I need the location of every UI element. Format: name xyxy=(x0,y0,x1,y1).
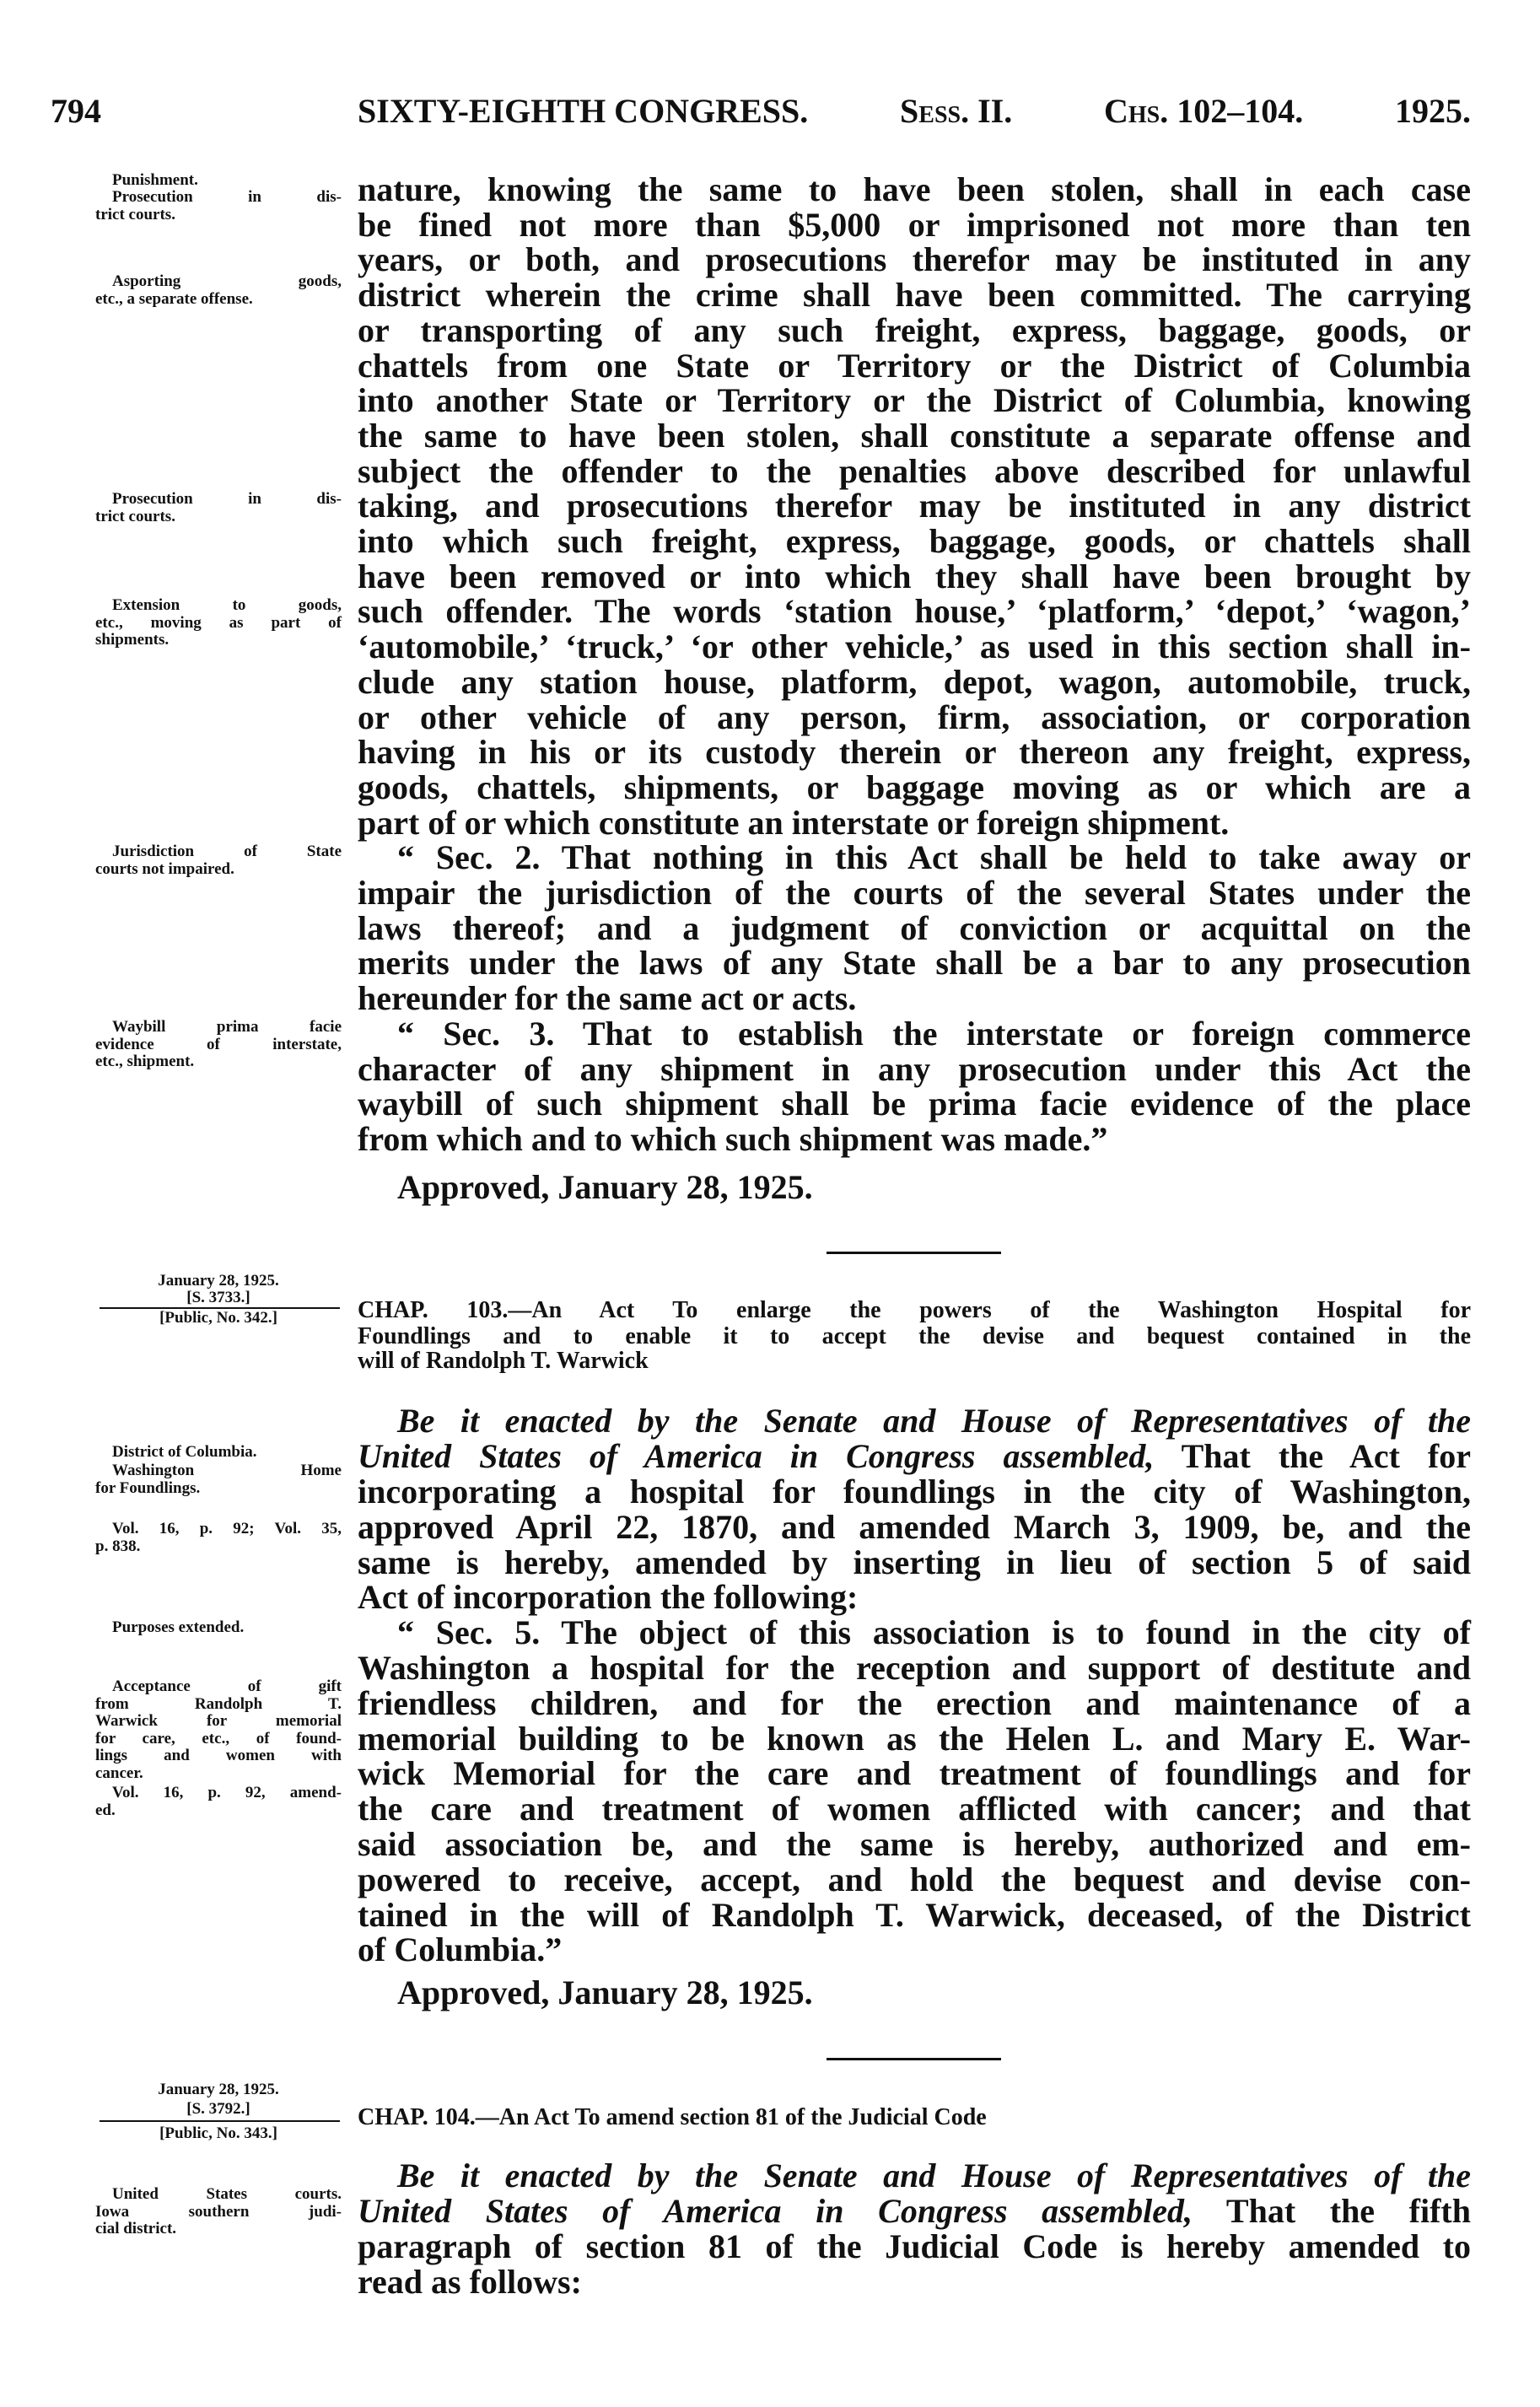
margin-note-line: etc., a separate offense. xyxy=(95,289,253,308)
chap104-public-law: [Public, No. 343.] xyxy=(159,2124,277,2142)
chap103-heading xyxy=(358,1298,1471,1323)
margin-note-line: for care, etc., of found- xyxy=(95,1729,342,1747)
divider xyxy=(827,2058,1001,2060)
margin-note-line: Prosecution in dis- xyxy=(112,188,342,206)
text-line: such offender. The words ‘station house,’ ‘platform,’ ‘depot,’ ‘wagon,’ xyxy=(358,592,1471,631)
text-line: wick Memorial for the care and treatment of foundlings and for xyxy=(358,1754,1471,1793)
enacting-italic: Be it enacted by the Senate and House of Representatives of the xyxy=(397,2157,1471,2194)
margin-note-line: courts not impaired. xyxy=(95,859,234,878)
enacting-italic: Be it enacted by the Senate and House of Representatives of the xyxy=(397,1402,1471,1440)
text-line: district wherein the crime shall have been committed. The carrying xyxy=(358,276,1471,315)
enacting-clause xyxy=(397,2158,1471,2194)
margin-note-line: Warwick for memorial xyxy=(95,1712,342,1730)
text-line: or transporting of any such freight, express, baggage, goods, or xyxy=(358,310,1471,349)
text-line: chattels from one State or Territory or the District of Columbia xyxy=(358,346,1471,385)
text-line: hereunder for the same act or acts. xyxy=(358,979,857,1018)
margin-note-line: cial district. xyxy=(95,2220,177,2237)
text-line: into another State or Territory or the District of Columbia, knowing xyxy=(358,381,1471,420)
text-line: from which and to which such shipment was made.” xyxy=(358,1119,1108,1158)
text-line: subject the offender to the penalties above described for unlawful xyxy=(358,451,1471,490)
text-line: said association be, and the same is hereby, authorized and em- xyxy=(358,1825,1471,1863)
text-line: character of any shipment in any prosecution under this Act the xyxy=(358,1049,1471,1088)
margin-note-line: etc., shipment. xyxy=(95,1053,195,1070)
text-line: “ Sec. 5. The object of this association is to found in the city of xyxy=(397,1613,1471,1652)
chap103-date: January 28, 1925. xyxy=(158,1272,279,1290)
page-number: 794 xyxy=(51,92,101,130)
text-line: part of or which constitute an interstate or foreign shipment. xyxy=(358,803,1230,842)
running-head xyxy=(358,91,1471,131)
margin-note-line: p. 838. xyxy=(95,1537,141,1555)
margin-note-line: Prosecution in dis- xyxy=(112,490,342,508)
margin-note-line: Asporting goods, xyxy=(112,272,342,290)
margin-note-line: cancer. xyxy=(95,1764,143,1782)
text-line: waybill of such shipment shall be prima facie evidence of the place xyxy=(358,1085,1471,1123)
congress: SIXTY-EIGHTH CONGRESS. xyxy=(358,92,809,130)
enacting-clause xyxy=(358,1439,1471,1474)
text-line: impair the jurisdiction of the courts of the several States under the xyxy=(358,874,1471,912)
chap103-label: CHAP. 103. xyxy=(358,1297,509,1323)
margin-note-line: United States courts. xyxy=(112,2185,342,2203)
chap104-bill: [S. 3792.] xyxy=(186,2100,250,2118)
margin-note-line: lings and women with xyxy=(95,1747,342,1764)
text-line: same is hereby, amended by inserting in lieu of section 5 of said xyxy=(358,1543,1471,1581)
approved-date: Approved, January 28, 1925. xyxy=(397,1974,813,2011)
margin-note-line: Acceptance of gift xyxy=(112,1677,342,1695)
chap104-label: CHAP. 104. xyxy=(358,2104,476,2130)
text-line: paragraph of section 81 of the Judicial Code is hereby amended to xyxy=(358,2227,1471,2265)
text-line: have been removed or into which they shall have been brought by xyxy=(358,557,1471,595)
text-line: read as follows: xyxy=(358,2262,582,2301)
margin-note-line: Vol. 16, p. 92, amend- xyxy=(112,1784,342,1801)
heading-line: Foundlings and to enable it to accept the devise and bequest contained in the xyxy=(358,1323,1471,1349)
divider xyxy=(827,1252,1001,1254)
text-line: tained in the will of Randolph T. Warwick, deceased, of the District xyxy=(358,1895,1471,1934)
enacting-italic: United States of America in Congress assembled, xyxy=(358,2192,1193,2230)
margin-note-line: etc., moving as part of xyxy=(95,613,342,632)
margin-note-line: Vol. 16, p. 92; Vol. 35, xyxy=(112,1520,342,1537)
margin-note-line: ed. xyxy=(95,1801,116,1819)
text-line: laws thereof; and a judgment of conviction or acquittal on the xyxy=(358,908,1471,947)
margin-note-line: Extension to goods, xyxy=(112,596,342,614)
enacting-clause xyxy=(397,1403,1471,1439)
text-line: powered to receive, accept, and hold the bequest and devise con- xyxy=(358,1860,1471,1898)
enacting-rest: That the fifth xyxy=(1193,2192,1471,2230)
text-line: “ Sec. 3. That to establish the interstate or foreign commerce xyxy=(397,1014,1471,1053)
heading-line: will of Randolph T. Warwick xyxy=(358,1348,649,1374)
text-line: clude any station house, platform, depot, wagon, automobile, truck, xyxy=(358,662,1471,701)
margin-note-line: Washington Home xyxy=(112,1462,342,1479)
text-line: incorporating a hospital for foundlings in the city of Washington, xyxy=(358,1473,1471,1510)
enacting-italic: United States of America in Congress assembled, xyxy=(358,1437,1155,1475)
text-line: be fined not more than $5,000 or imprisoned not more than ten xyxy=(358,205,1471,244)
margin-note-line: Purposes extended. xyxy=(112,1618,245,1636)
chap103-public-law: [Public, No. 342.] xyxy=(159,1309,277,1327)
text-line: Washington a hospital for the reception and support of destitute and xyxy=(358,1649,1471,1687)
session: Sess. II. xyxy=(900,92,1013,130)
divider xyxy=(100,2120,340,2122)
text-line: or other vehicle of any person, firm, association, or corporation xyxy=(358,697,1471,736)
text-line: the same to have been stolen, shall constitute a separate offense and xyxy=(358,416,1471,455)
margin-note-line: from Randolph T. xyxy=(95,1694,342,1713)
margin-note-line: evidence of interstate, xyxy=(95,1035,342,1053)
margin-note-line: Jurisdiction of State xyxy=(112,843,342,860)
margin-note-line: Punishment. xyxy=(112,171,198,189)
margin-note-line: for Foundlings. xyxy=(95,1478,201,1497)
text-line: of Columbia.” xyxy=(358,1930,563,1969)
chap103-bill: [S. 3733.] xyxy=(186,1289,250,1306)
margin-note-line: trict courts. xyxy=(95,507,175,525)
text-line: years, or both, and prosecutions therefor may be instituted in any xyxy=(358,240,1471,279)
text-line: ‘automobile,’ ‘truck,’ ‘or other vehicle,’ as used in this section shall in- xyxy=(358,627,1471,666)
year: 1925. xyxy=(1395,92,1471,130)
enacting-rest: That the Act for xyxy=(1154,1437,1471,1475)
text-line: taking, and prosecutions therefor may be instituted in any district xyxy=(358,487,1471,525)
chap104-date: January 28, 1925. xyxy=(158,2081,279,2098)
margin-note-line: Iowa southern judi- xyxy=(95,2202,342,2221)
margin-note-line: shipments. xyxy=(95,631,170,649)
text-line: Act of incorporation the following: xyxy=(358,1578,859,1617)
text-line: friendless children, and for the erection and maintenance of a xyxy=(358,1683,1471,1722)
heading-line: —An Act To enlarge the powers of the Washington Hospital for xyxy=(508,1297,1471,1323)
text-line: “ Sec. 2. That nothing in this Act shall be held to take away or xyxy=(397,838,1471,877)
margin-note-line: Waybill prima facie xyxy=(112,1018,342,1036)
text-line: merits under the laws of any State shall be a bar to any prosecution xyxy=(358,944,1471,983)
text-line: having in his or its custody therein or thereon any freight, express, xyxy=(358,733,1471,772)
chapters: Chs. 102–104. xyxy=(1103,92,1304,130)
text-line: nature, knowing the same to have been stolen, shall in each case xyxy=(358,170,1471,208)
text-line: goods, chattels, shipments, or baggage moving as or which are a xyxy=(358,767,1471,806)
margin-note-line: trict courts. xyxy=(95,205,175,223)
heading-line: —An Act To amend section 81 of the Judicial Code xyxy=(475,2104,987,2130)
text-line: memorial building to be known as the Helen L. and Mary E. War- xyxy=(358,1719,1471,1758)
enacting-clause xyxy=(358,2194,1471,2229)
chap104-heading xyxy=(358,2105,1471,2130)
margin-note-line: District of Columbia. xyxy=(112,1443,257,1461)
text-line: approved April 22, 1870, and amended March 3, 1909, be, and the xyxy=(358,1507,1471,1546)
approved-date: Approved, January 28, 1925. xyxy=(397,1168,813,1206)
text-line: into which such freight, express, baggage, goods, or chattels shall xyxy=(358,522,1471,560)
text-line: the care and treatment of women afflicted with cancer; and that xyxy=(358,1790,1471,1828)
